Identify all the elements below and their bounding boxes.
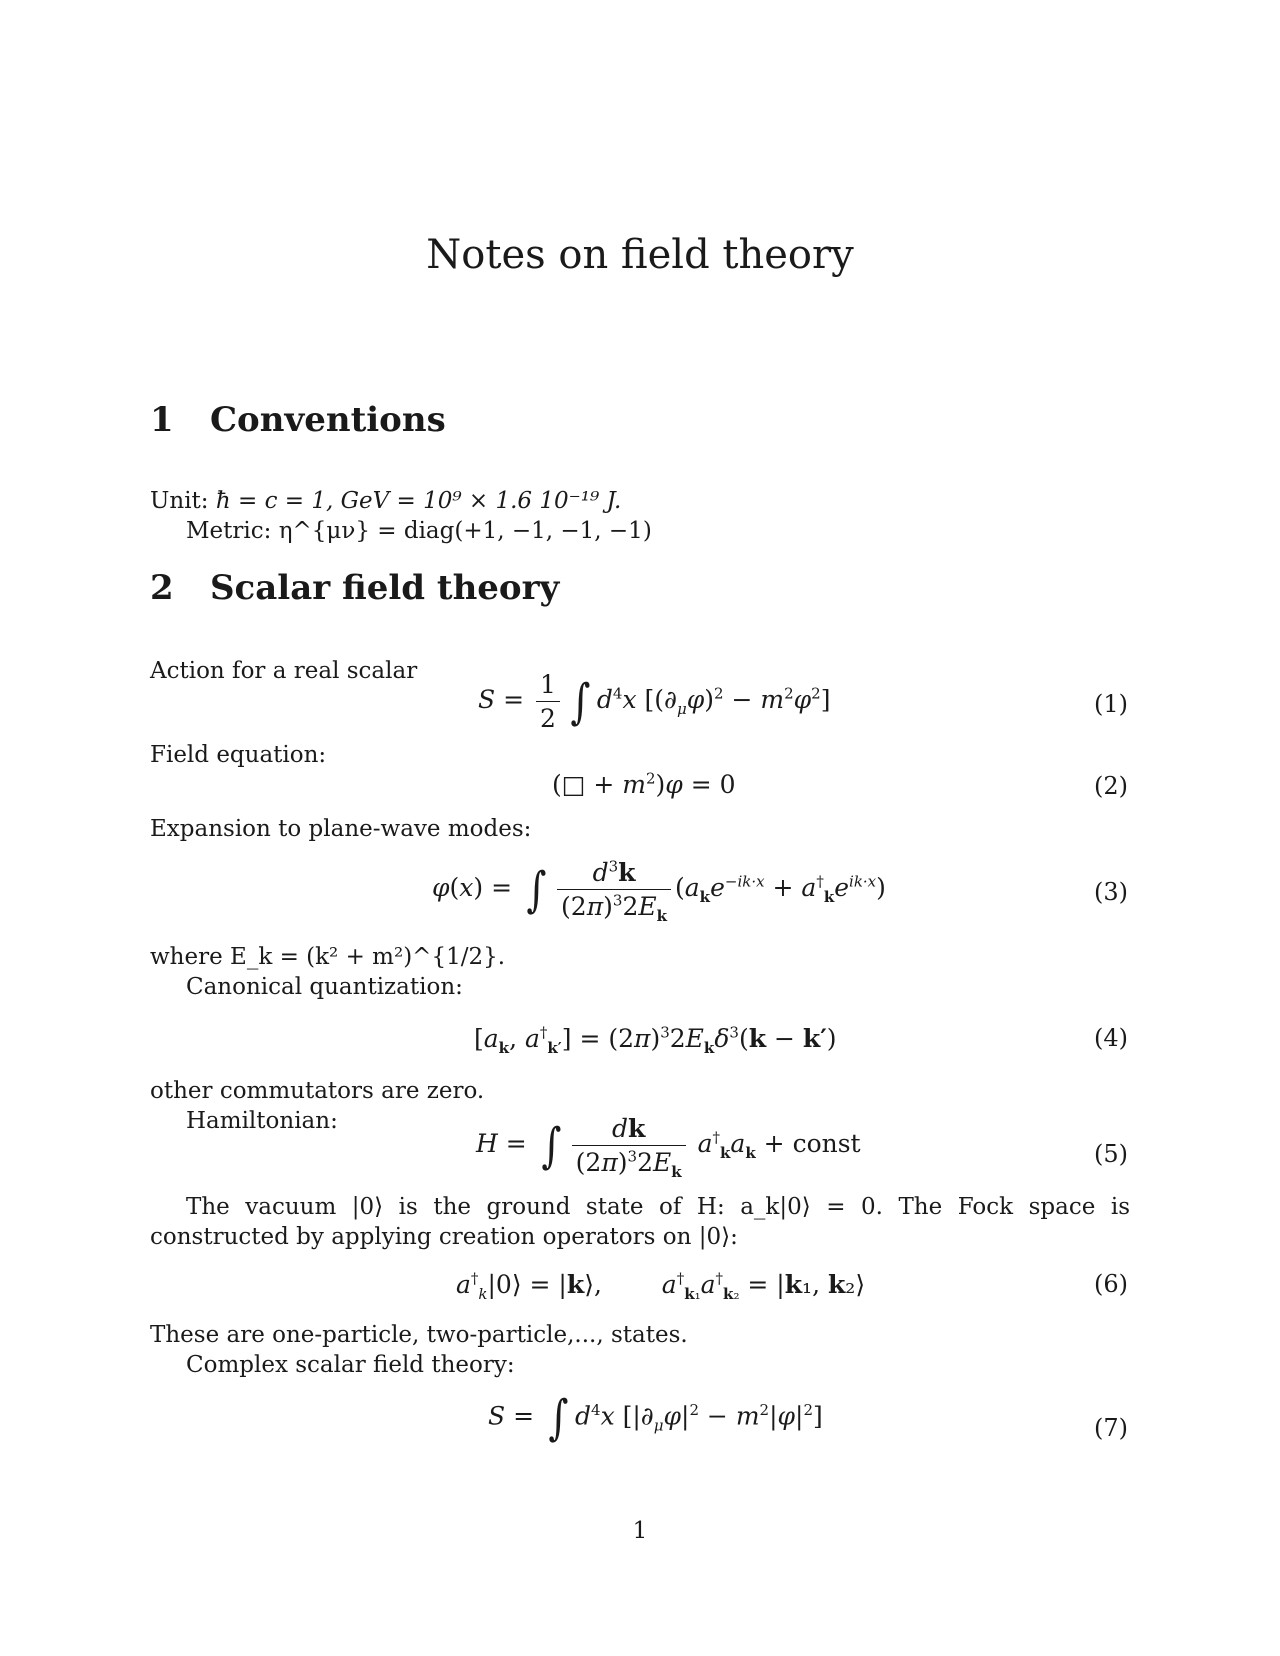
- page-number: 1: [632, 1518, 648, 1544]
- equation-6: $a^\dagger_k|0⟩$ = |k⟩, $a^\dagger_{k_1}a^\dagger_{k_2} = |k_1$, k₂⟩: [456, 1269, 866, 1303]
- equation-3: φ(x) = ∫ $\frac{d^3k}{(2\pi)^32E_k}$ $(a_ke^{-ik\cdot x} + a^\dagger_ke^{ik\cdot x})$: [432, 857, 886, 925]
- equation-number-1: (1): [1094, 690, 1128, 718]
- unit-equation: ħ = c = 1, GeV = 10⁹ × 1.6 10⁻¹⁹ J.: [215, 488, 622, 514]
- equation-7: S = ∫ $d^4x$ $[|\partial_\mu\varphi|^2 - m^2|\varphi|^2]$: [488, 1390, 823, 1446]
- unit-line: [150, 486, 621, 516]
- equation-number-4: (4): [1094, 1024, 1128, 1052]
- document-title: Notes on field theory: [426, 232, 854, 278]
- states-text: These are one-particle, two-particle,..., states.: [150, 1322, 688, 1348]
- canonical-text: Canonical quantization:: [186, 974, 463, 1000]
- section-title: Conventions: [210, 400, 446, 440]
- section-number: 1: [150, 400, 174, 440]
- equation-number-5: (5): [1094, 1140, 1128, 1168]
- equation-1: S = $\frac{1}{2}$ ∫ $d^4x$ $[(\partial_\mu\varphi)^2 - m^2\varphi^2]$: [478, 670, 831, 733]
- field-equation-text: Field equation:: [150, 742, 327, 768]
- equation-number-2: (2): [1094, 772, 1128, 800]
- section-heading-conventions: [150, 400, 446, 440]
- unit-label: Unit:: [150, 488, 209, 514]
- action-text: Action for a real scalar: [150, 658, 418, 684]
- equation-number-6: (6): [1094, 1270, 1128, 1298]
- expansion-text: Expansion to plane-wave modes:: [150, 816, 532, 842]
- section-number: 2: [150, 568, 174, 608]
- complex-scalar-text: Complex scalar field theory:: [186, 1352, 515, 1378]
- metric-line: [186, 516, 652, 546]
- metric-equation: η^{μν} = diag(+1, −1, −1, −1): [278, 518, 652, 544]
- equation-2: (□ + $m^2)\varphi = 0$: [552, 769, 736, 799]
- section-title: Scalar field theory: [210, 568, 560, 608]
- where-text: where E_k = (k² + m²)^{1/2}.: [150, 944, 506, 970]
- section-heading-scalar: [150, 568, 559, 608]
- vacuum-paragraph: The vacuum |0⟩ is the ground state of H: a_k|0⟩ = 0. The Fock space is constructed by applying creation operators on |0⟩:: [150, 1194, 1130, 1250]
- equation-number-3: (3): [1094, 878, 1128, 906]
- hamiltonian-text: Hamiltonian:: [186, 1108, 338, 1134]
- metric-label: Metric:: [186, 518, 272, 544]
- equation-4: [$a_k$, $a^\dagger_{k'}] = (2\pi)^32E_k\delta^3(k - k')$: [474, 1023, 837, 1057]
- other-commutators-text: other commutators are zero.: [150, 1078, 485, 1104]
- equation-number-7: (7): [1094, 1414, 1128, 1442]
- equation-5: H = ∫ $\frac{dk}{(2\pi)^32E_k}$ $a^\dagger_ka_k$ + const: [476, 1114, 861, 1181]
